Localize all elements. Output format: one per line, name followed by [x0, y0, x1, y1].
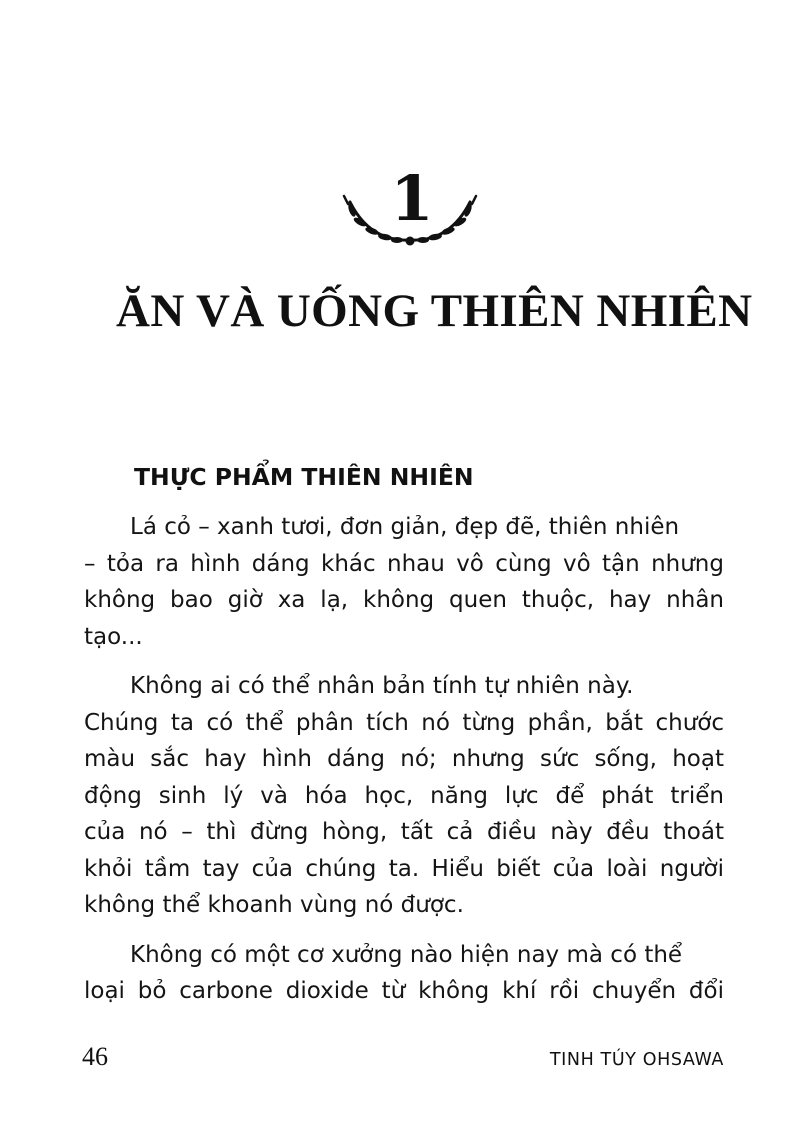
- running-footer-title: TINH TÚY OHSAWA: [549, 1050, 724, 1070]
- text-line: loại bỏ carbone dioxide từ không khí rồi chuyển đổi: [84, 978, 724, 1004]
- text-line: khỏi tầm tay của chúng ta. Hiểu biết của loài người: [84, 855, 724, 882]
- paragraph-1: [84, 509, 724, 655]
- page-number: 46: [82, 1042, 108, 1071]
- section-heading: THỰC PHẨM THIÊN NHIÊN: [134, 463, 474, 491]
- text-line: Lá cỏ – xanh tươi, đơn giản, đẹp đẽ, thiên nhiên: [130, 514, 680, 540]
- text-line: Không ai có thể nhân bản tính tự nhiên này.: [130, 673, 634, 699]
- text-line: Chúng ta có thể phân tích nó từng phần, bắt chước: [84, 709, 724, 736]
- text-line: không thể khoanh vùng nó được.: [84, 892, 464, 918]
- text-line: của nó – thì đừng hòng, tất cả điều này đều thoát: [84, 819, 724, 845]
- text-line: không bao giờ xa lạ, không quen thuộc, hay nhân: [84, 587, 724, 613]
- body-text: [84, 509, 724, 1023]
- paragraph-2: [84, 668, 724, 924]
- text-line: Không có một cơ xưởng nào hiện nay mà có thể: [130, 941, 683, 968]
- chapter-title: ĂN VÀ UỐNG THIÊN NHIÊN: [116, 285, 753, 337]
- paragraph-3: [84, 937, 724, 1010]
- text-line: tạo...: [84, 623, 143, 650]
- text-line: màu sắc hay hình dáng nó; nhưng sức sống, hoạt: [84, 746, 724, 772]
- text-line: – tỏa ra hình dáng khác nhau vô cùng vô tận nhưng: [84, 550, 724, 577]
- chapter-number: 1: [390, 162, 434, 235]
- text-line: động sinh lý và hóa học, năng lực để phát triển: [84, 782, 724, 809]
